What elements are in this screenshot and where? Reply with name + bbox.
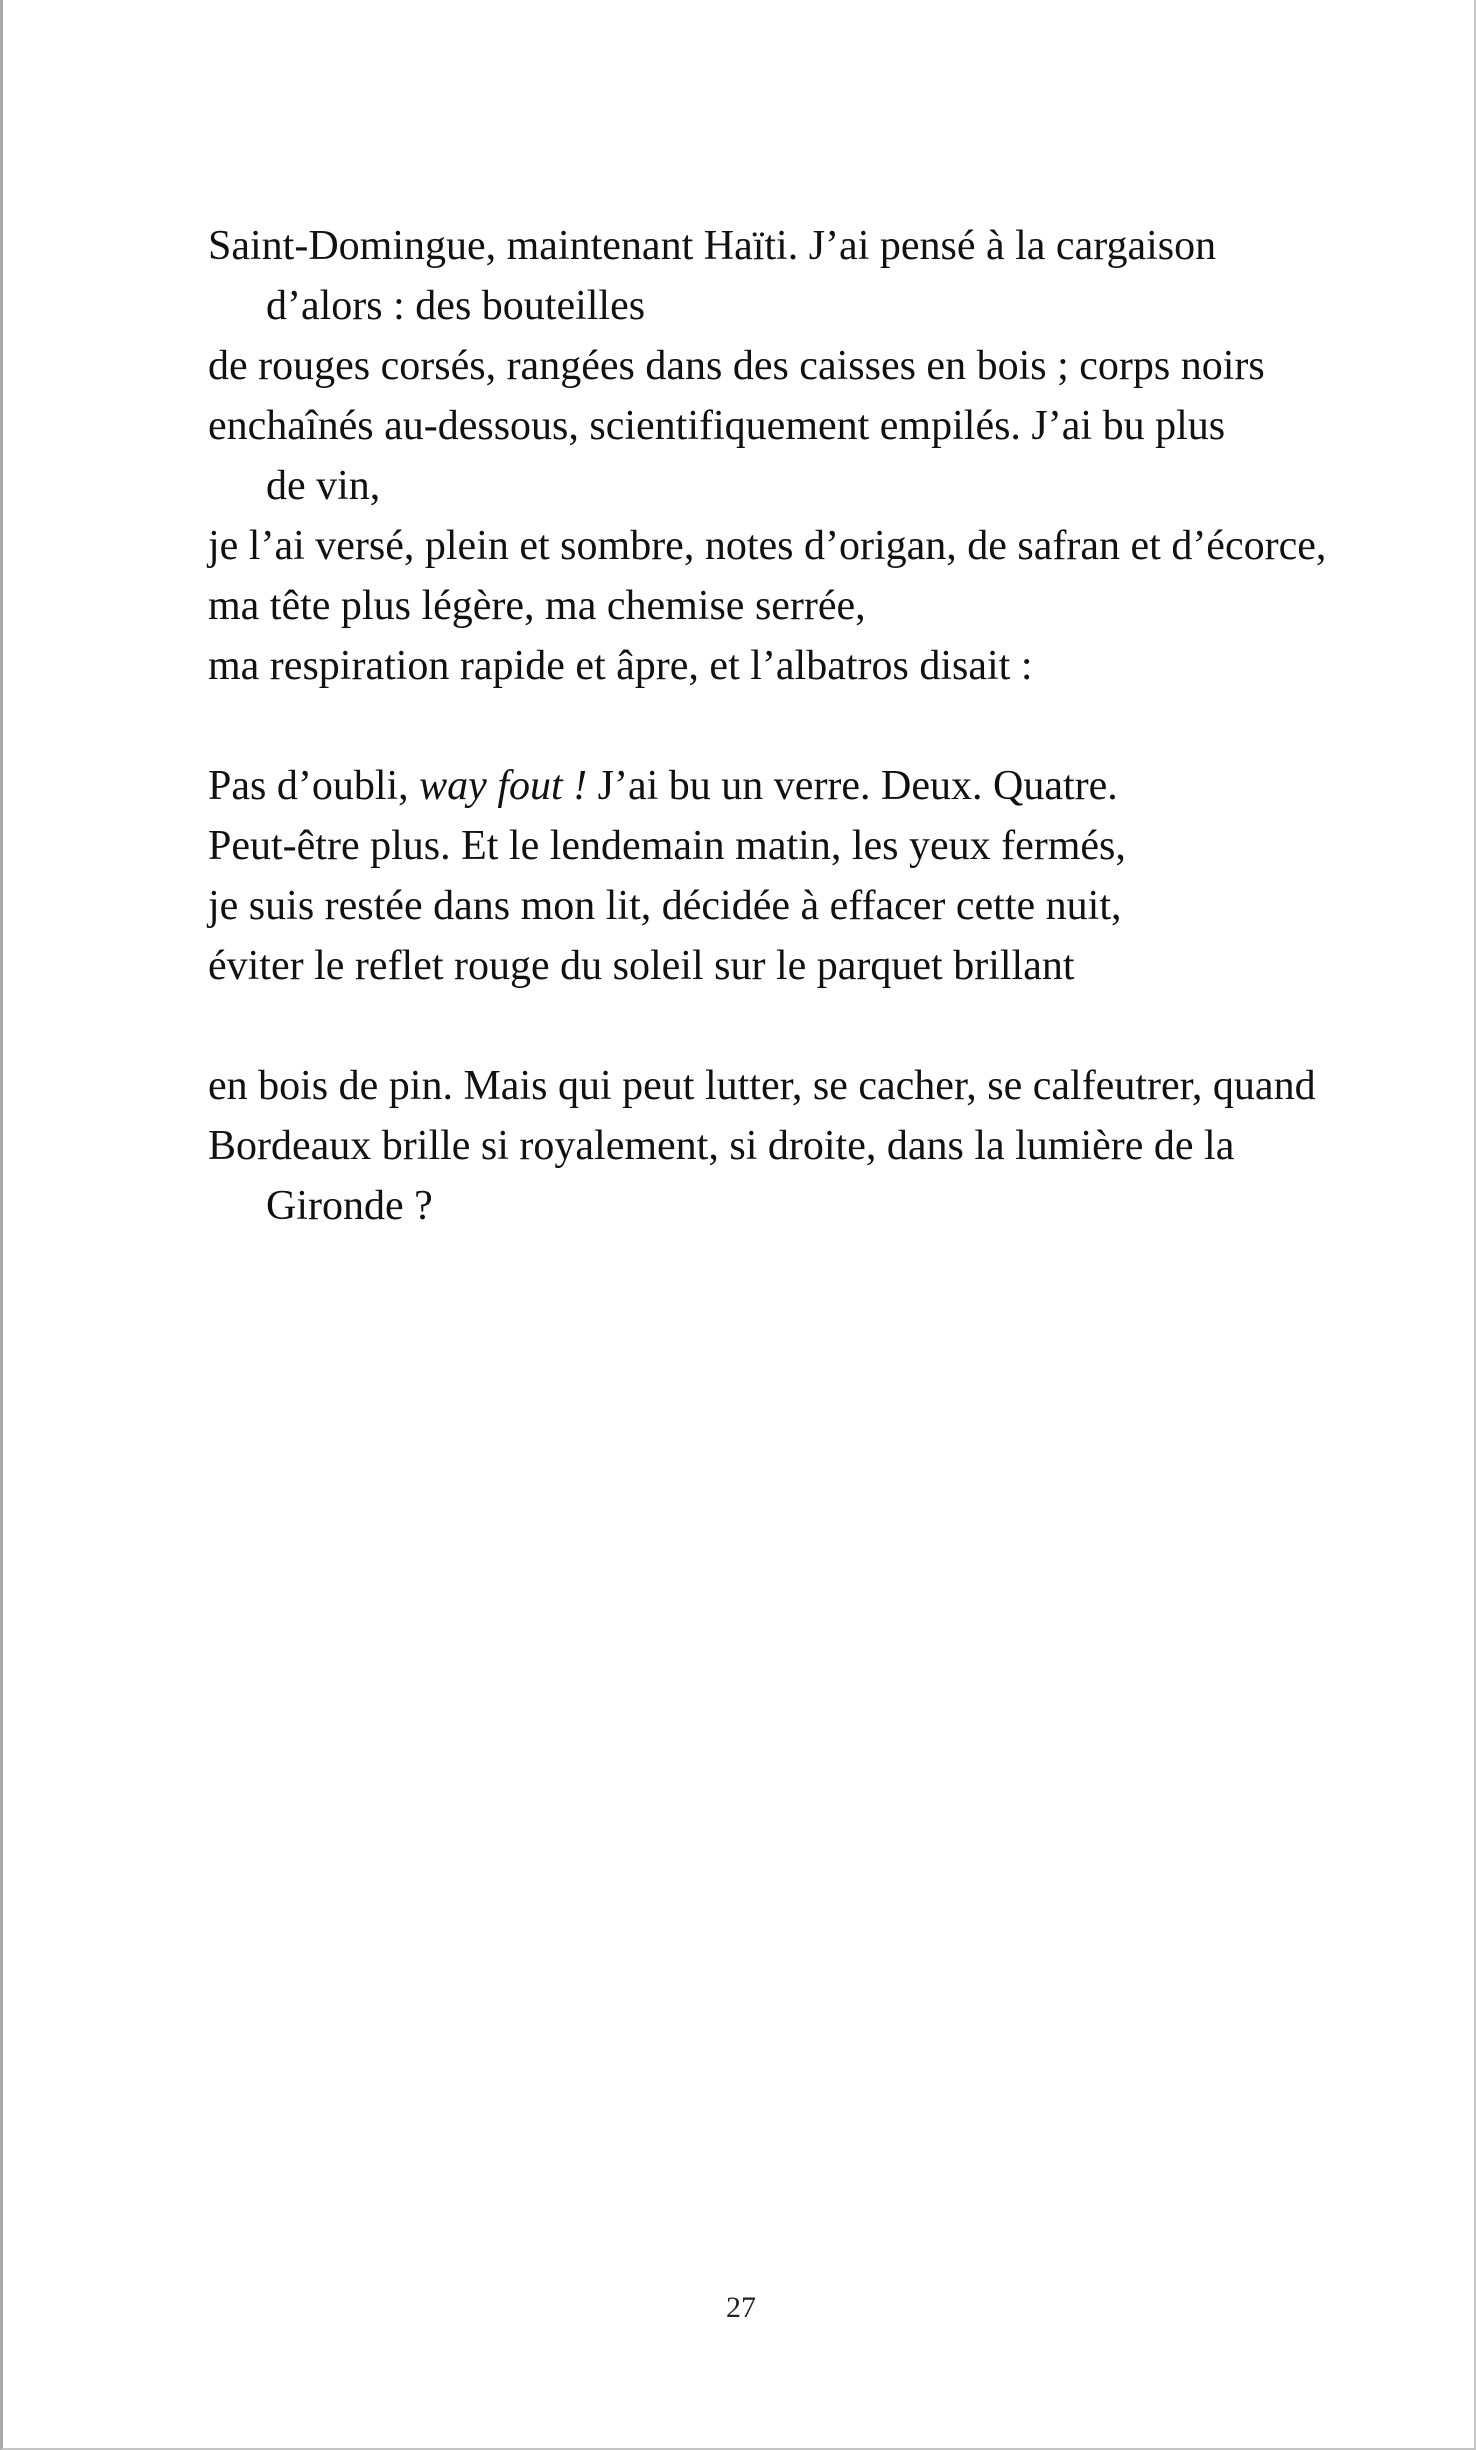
poem-line: éviter le reflet rouge du soleil sur le parquet brillant [208,943,1075,989]
poem-line: ma respiration rapide et âpre, et l’albatros disait : [208,643,1033,689]
poem-line-continuation: de vin, [266,463,381,509]
poem-line: ma tête plus légère, ma chemise serrée, [208,583,866,629]
page-number: 27 [726,2291,756,2324]
poem-line: en bois de pin. Mais qui peut lutter, se cacher, se calfeutrer, quand [208,1063,1316,1109]
stanza-3 [208,1056,1348,1236]
poem-line: Peut-être plus. Et le lendemain matin, les yeux fermés, [208,823,1126,869]
poem-line: Saint-Domingue, maintenant Haïti. J’ai pensé à la cargaison [208,223,1217,269]
poem-line-text: J’ai bu un verre. Deux. Quatre. [587,763,1118,809]
poem-line-text: Pas d’oubli, [208,763,420,809]
poem-line-continuation: d’alors : des bouteilles [266,283,646,329]
poem-line [208,756,1348,816]
poem-line: Bordeaux brille si royalement, si droite, dans la lumière de la [208,1123,1235,1169]
poem-line: de rouges corsés, rangées dans des caisses en bois ; corps noirs [208,343,1265,389]
poem-line-continuation: Gironde ? [266,1183,433,1229]
poem-body [208,216,1348,1296]
stanza-1 [208,216,1348,696]
stanza-2 [208,756,1348,996]
poem-line: je suis restée dans mon lit, décidée à effacer cette nuit, [208,883,1122,929]
poem-line-italic-text: way fout ! [419,763,588,809]
poem-line: je l’ai versé, plein et sombre, notes d’origan, de safran et d’écorce, [208,523,1327,569]
poem-line: enchaînés au-dessous, scientifiquement empilés. J’ai bu plus [208,403,1226,449]
